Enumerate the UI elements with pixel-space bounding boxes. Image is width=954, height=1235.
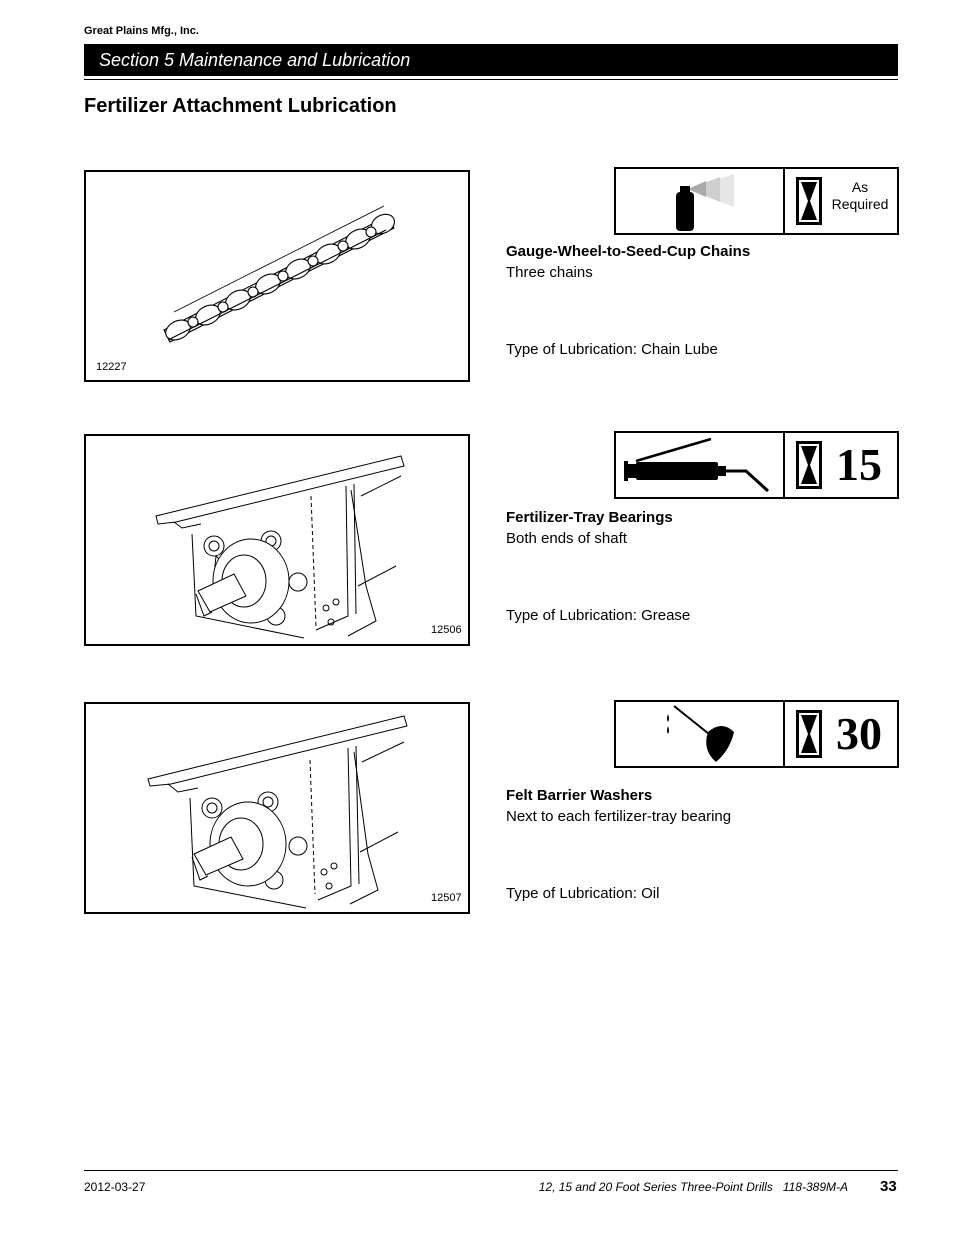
page-title: Fertilizer Attachment Lubrication	[84, 95, 397, 117]
lube-symbol-box	[614, 431, 899, 499]
washer-illustration	[86, 704, 468, 912]
footer-divider	[84, 1170, 898, 1171]
hourglass-icon	[796, 441, 822, 489]
figure-bearing-tray	[84, 434, 470, 646]
oil-can-icon	[667, 706, 734, 762]
bearing-illustration	[86, 436, 468, 644]
item-subtitle: Both ends of shaft	[506, 530, 627, 547]
figure-felt-washers	[84, 702, 470, 914]
box-divider	[783, 433, 785, 497]
hourglass-icon	[796, 177, 822, 225]
figure-chain	[84, 170, 470, 382]
box-divider	[783, 169, 785, 233]
company-name: Great Plains Mfg., Inc.	[84, 25, 199, 37]
figure-number: 12506	[431, 624, 462, 636]
item-subtitle: Three chains	[506, 264, 593, 281]
roller-chain-illustration	[86, 172, 468, 380]
figure-number: 12227	[96, 361, 127, 373]
item-title: Felt Barrier Washers	[506, 787, 653, 804]
interval-label: As Required	[831, 179, 889, 212]
lubrication-type: Type of Lubrication: Chain Lube	[506, 341, 718, 358]
spray-can-icon	[676, 174, 734, 231]
lube-symbol-box	[614, 167, 899, 235]
page-number: 33	[880, 1178, 897, 1195]
footer-document-title: 12, 15 and 20 Foot Series Three-Point Drills 118-389M-A	[538, 1180, 848, 1194]
item-subtitle: Next to each fertilizer-tray bearing	[506, 808, 732, 825]
interval-hours: 15	[836, 439, 882, 490]
item-title: Gauge-Wheel-to-Seed-Cup Chains	[506, 243, 751, 260]
grease-gun-icon	[624, 439, 768, 491]
lubrication-type: Type of Lubrication: Oil	[506, 885, 660, 902]
item-title: Fertilizer-Tray Bearings	[506, 509, 673, 526]
header-divider	[84, 79, 898, 80]
figure-number: 12507	[431, 892, 462, 904]
box-divider	[783, 702, 785, 766]
hourglass-icon	[796, 710, 822, 758]
lube-symbol-box	[614, 700, 899, 768]
footer-date: 2012-03-27	[84, 1180, 146, 1194]
interval-hours: 30	[836, 708, 882, 759]
section-header: Section 5 Maintenance and Lubrication	[84, 44, 898, 76]
lubrication-type: Type of Lubrication: Grease	[506, 607, 691, 624]
